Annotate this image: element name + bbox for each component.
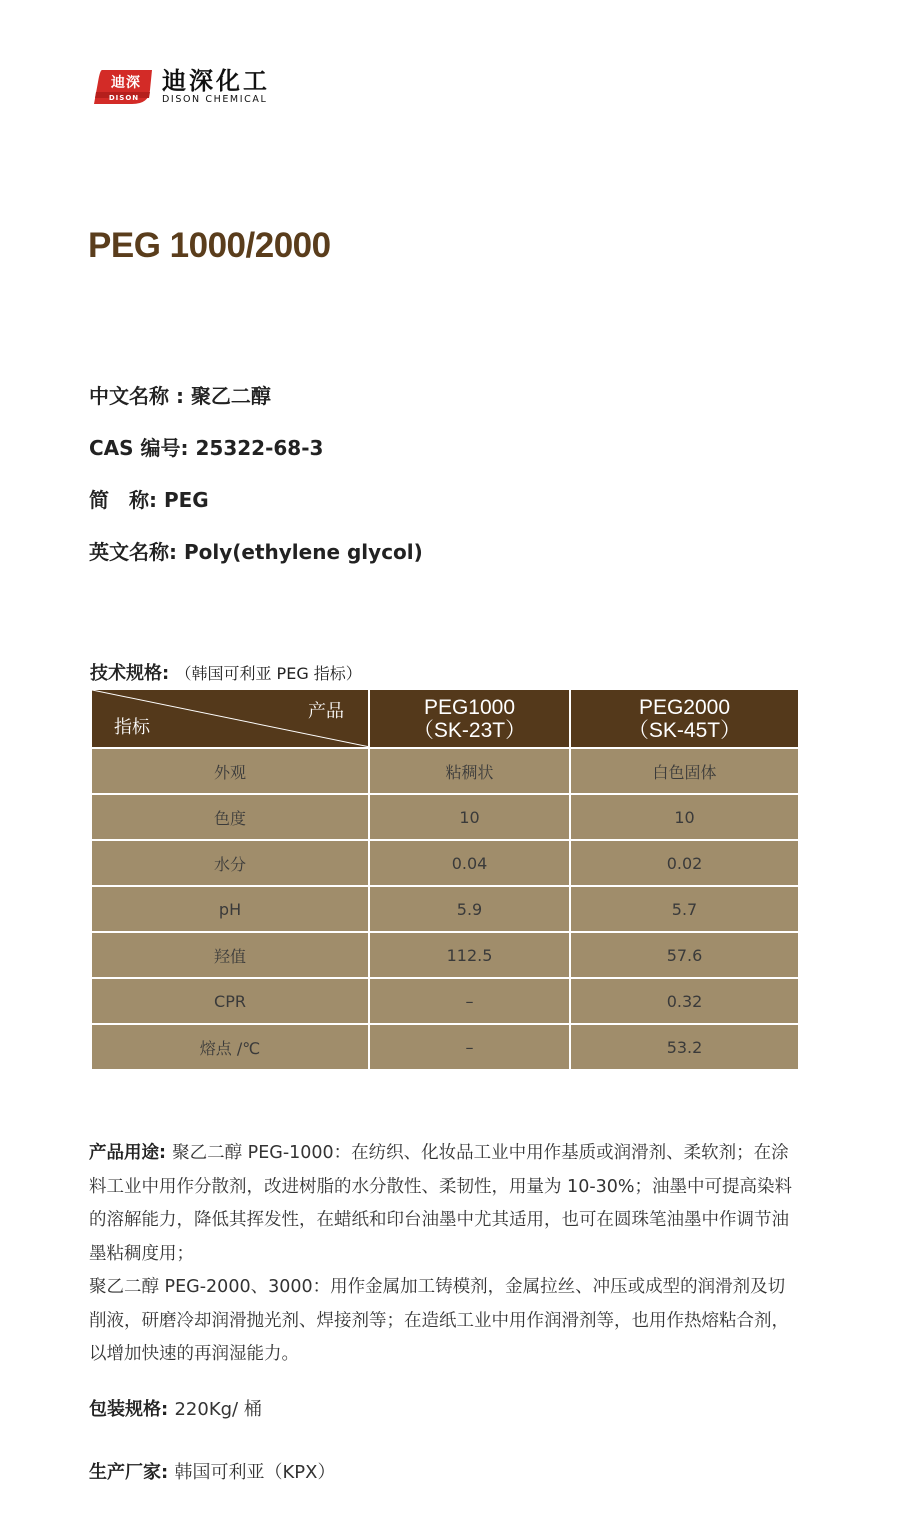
col-code: （SK-23T） xyxy=(412,718,527,742)
row-name: 水分 xyxy=(91,840,369,886)
table-row xyxy=(91,1024,799,1070)
table-row xyxy=(91,978,799,1024)
col-title: PEG1000 xyxy=(423,695,516,719)
row-value-peg2000: 53.2 xyxy=(570,1024,799,1070)
brand-badge xyxy=(92,68,154,106)
info-value: 聚乙二醇 xyxy=(190,384,271,408)
row-name: pH xyxy=(91,886,369,932)
info-value: Poly(ethylene glycol) xyxy=(183,540,423,564)
row-value-peg2000: 0.32 xyxy=(570,978,799,1024)
spec-note: （韩国可利亚 PEG 指标） xyxy=(175,664,362,683)
spec-table xyxy=(90,688,800,1071)
brand-badge-en: DISON xyxy=(108,94,140,102)
usage-text-1: 聚乙二醇 PEG-1000：在纺织、化妆品工业中用作基质或润滑剂、柔软剂；在涂料工业中用作分散剂，改进树脂的水分散性、柔韧性，用量为 10-30%；油墨中可提高染料的溶解能力，降低其挥发性，在蜡纸和印台油墨中尤其适用，也可在圆珠笔油墨中作调节油墨粘稠度用； xyxy=(89,1143,793,1264)
brand-name: 迪深化工 xyxy=(162,67,270,95)
packing-label: 包装规格: xyxy=(89,1399,175,1420)
col-code: （SK-45T） xyxy=(627,718,742,742)
row-value-peg2000: 白色固体 xyxy=(570,748,799,794)
row-name: 外观 xyxy=(91,748,369,794)
info-label: 简 称: xyxy=(89,488,164,512)
table-row xyxy=(91,886,799,932)
row-value-peg1000: – xyxy=(369,978,570,1024)
row-value-peg1000: 粘稠状 xyxy=(369,748,570,794)
usage-section xyxy=(89,1137,801,1372)
info-abbreviation xyxy=(89,484,209,513)
brand-badge-cn: 迪深 xyxy=(111,75,141,91)
corner-index-label: 指标 xyxy=(114,717,150,737)
row-value-peg1000: – xyxy=(369,1024,570,1070)
table-row xyxy=(91,840,799,886)
info-label: 英文名称: xyxy=(89,540,184,564)
info-value: PEG xyxy=(163,488,209,512)
row-value-peg1000: 5.9 xyxy=(369,886,570,932)
info-label: 中文名称 : xyxy=(89,384,191,408)
info-value: 25322-68-3 xyxy=(195,436,324,460)
corner-product-label: 产品 xyxy=(308,701,344,721)
row-value-peg2000: 0.02 xyxy=(570,840,799,886)
row-name: 色度 xyxy=(91,794,369,840)
row-name: 羟值 xyxy=(91,932,369,978)
row-value-peg2000: 10 xyxy=(570,794,799,840)
packing-line xyxy=(89,1395,262,1421)
spec-header-row xyxy=(91,689,799,748)
spec-label: 技术规格: xyxy=(90,663,176,684)
row-value-peg2000: 5.7 xyxy=(570,886,799,932)
row-value-peg1000: 0.04 xyxy=(369,840,570,886)
page-title: PEG 1000/2000 xyxy=(88,226,331,265)
usage-paragraph-2: 聚乙二醇 PEG-2000、3000：用作金属加工铸模剂，金属拉丝、冲压或成型的润滑剂及切削液，研磨冷却润滑抛光剂、焊接剂等；在造纸工业中用作润滑剂等，也用作热熔粘合剂，以增加快速的再润湿能力。 xyxy=(89,1277,789,1364)
spec-corner-cell xyxy=(91,689,369,748)
manufacturer-line xyxy=(89,1458,335,1484)
table-row xyxy=(91,794,799,840)
manufacturer-label: 生产厂家: xyxy=(89,1462,175,1483)
manufacturer-value: 韩国可利亚（KPX） xyxy=(174,1462,336,1483)
brand-logo xyxy=(92,68,270,106)
info-english-name xyxy=(89,536,423,565)
usage-paragraph-1 xyxy=(89,1137,801,1271)
spec-heading xyxy=(90,659,362,685)
usage-label: 产品用途: xyxy=(89,1143,173,1163)
info-label: CAS 编号: xyxy=(89,436,196,460)
spec-col-peg1000 xyxy=(369,689,570,748)
row-value-peg1000: 10 xyxy=(369,794,570,840)
table-row xyxy=(91,748,799,794)
info-chinese-name xyxy=(89,380,271,409)
col-title: PEG2000 xyxy=(638,695,731,719)
row-value-peg2000: 57.6 xyxy=(570,932,799,978)
row-name: CPR xyxy=(91,978,369,1024)
brand-text xyxy=(162,68,270,106)
row-name: 熔点 /℃ xyxy=(91,1024,369,1070)
row-value-peg1000: 112.5 xyxy=(369,932,570,978)
packing-value: 220Kg/ 桶 xyxy=(174,1399,262,1420)
info-cas-number xyxy=(89,432,323,461)
table-row xyxy=(91,932,799,978)
brand-name-en: DISON CHEMICAL xyxy=(162,94,268,105)
spec-col-peg2000 xyxy=(570,689,799,748)
